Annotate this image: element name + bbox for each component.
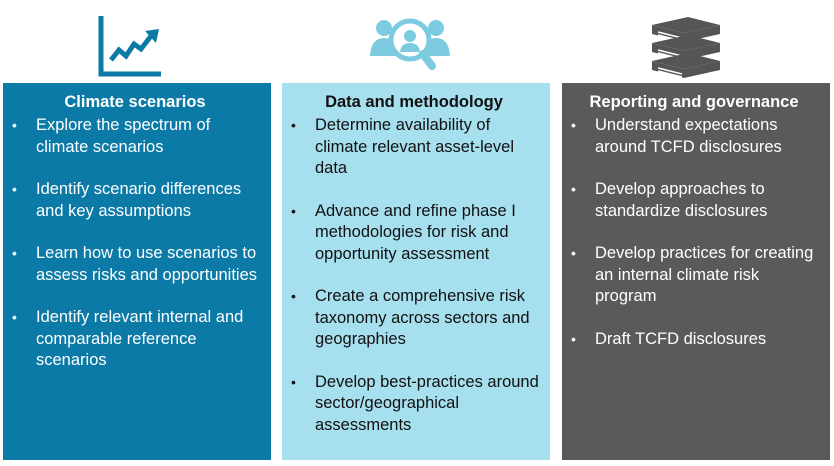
- list-item: • Understand expectations around TCFD disclosures: [571, 116, 782, 156]
- climate-scenarios-title: Climate scenarios: [64, 93, 206, 111]
- bullet-icon: •: [291, 288, 296, 304]
- list-item: • Create a comprehensive risk taxonomy across sectors and geographies: [291, 287, 530, 348]
- bullet-icon: •: [571, 330, 576, 347]
- bullet-icon: •: [571, 181, 576, 197]
- reporting-governance-panel: [562, 83, 830, 460]
- bullet-icon: •: [291, 117, 296, 133]
- line-chart-icon: [98, 14, 164, 78]
- list-item: • Identify scenario differences and key assumptions: [12, 180, 242, 220]
- reporting-governance-list: [568, 115, 820, 350]
- data-methodology-title: Data and methodology: [325, 93, 503, 111]
- list-item: • Advance and refine phase I methodologies for risk and opportunity assessment: [291, 201, 516, 263]
- climate-scenarios-list: [9, 115, 261, 372]
- list-item: • Develop best-practices around sector/geographical assessments: [291, 372, 539, 434]
- reporting-governance-title: Reporting and governance: [589, 93, 799, 111]
- magnifier-people-icon: [368, 14, 452, 76]
- list-item: • Develop practices for creating an internal climate risk program: [571, 244, 814, 305]
- data-methodology-panel: [282, 83, 550, 460]
- list-item: • Learn how to use scenarios to assess risks and opportunities: [12, 244, 258, 284]
- bullet-icon: •: [12, 245, 17, 261]
- list-item: • Develop approaches to standardize disclosures: [571, 180, 768, 220]
- book-stack-icon: [650, 15, 722, 79]
- bullet-icon: •: [12, 117, 17, 133]
- bullet-icon: •: [571, 117, 576, 133]
- bullet-icon: •: [12, 181, 17, 197]
- list-item: • Identify relevant internal and comparable reference scenarios: [12, 308, 244, 369]
- bullet-icon: •: [12, 309, 17, 325]
- list-item: • Determine availability of climate relevant asset-level data: [291, 116, 514, 177]
- climate-scenarios-panel: [3, 83, 271, 460]
- bullet-icon: •: [291, 202, 296, 219]
- bullet-icon: •: [291, 373, 296, 390]
- list-item: • Explore the spectrum of climate scenarios: [12, 116, 211, 156]
- bullet-icon: •: [571, 245, 576, 261]
- list-item: • Draft TCFD disclosures: [568, 329, 820, 351]
- data-methodology-list: [288, 115, 540, 436]
